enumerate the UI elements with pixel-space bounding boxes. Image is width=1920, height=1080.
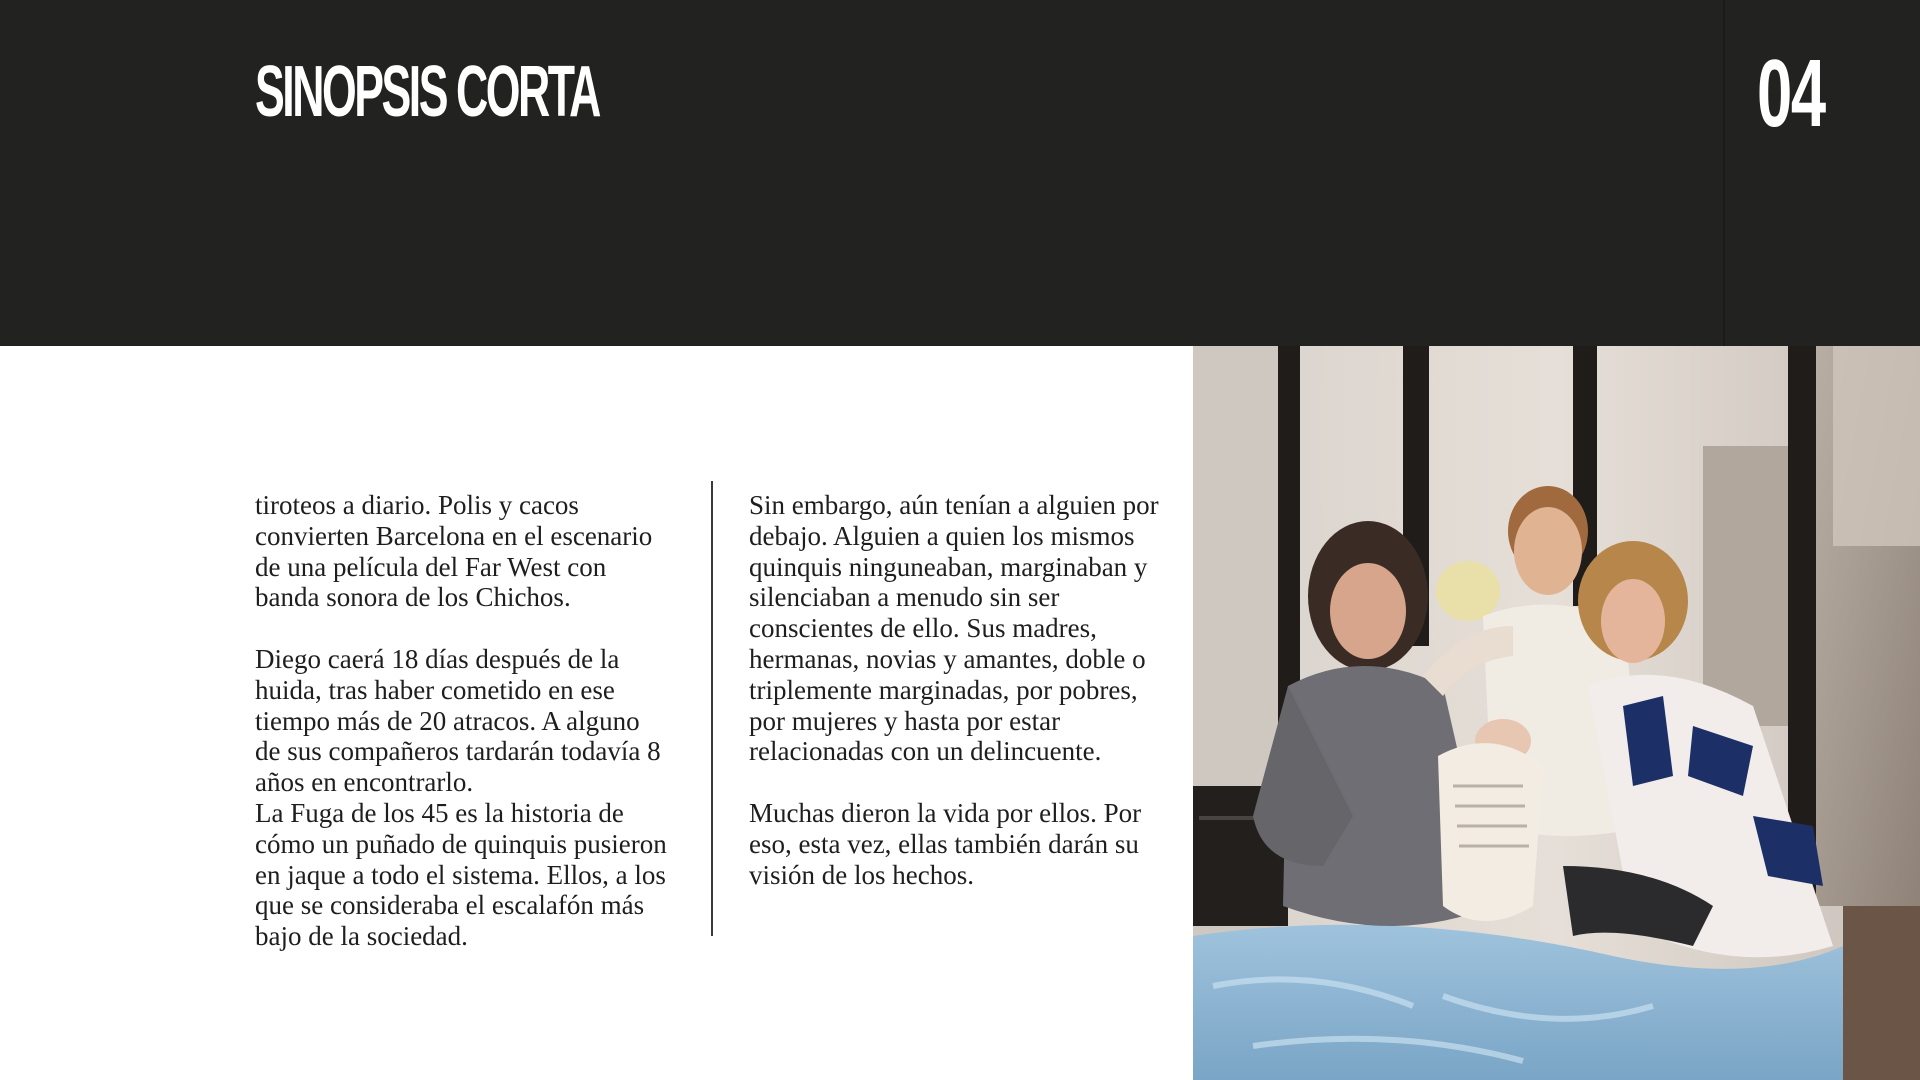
header-divider [1723, 0, 1725, 346]
column-divider [711, 481, 713, 936]
section-title: SINOPSIS CORTA [255, 52, 599, 132]
page-number: 04 [1757, 40, 1825, 147]
right-text-column [749, 490, 1189, 890]
left-paragraph-2: Diego caerá 18 días después de la huida, tras haber cometido en ese tiempo más de 20 atracos. A alguno de sus compañeros tardarán todavía 8 años en encontrarlo. [255, 643, 661, 798]
left-paragraph-3: La Fuga de los 45 es la historia de cómo un puñado de quinquis pusieron en jaque a todo el sistema. Ellos, a los que se consideraba el escalafón más bajo de la sociedad. [255, 797, 667, 952]
left-paragraph-1: tiroteos a diario. Polis y cacos convierten Barcelona en el escenario de una película del Far West con banda sonora de los Chichos. [255, 490, 653, 613]
right-paragraph-1: Sin embargo, aún tenían a alguien por debajo. Alguien a quien los mismos quinquis ninguneaban, marginaban y silenciaban a menudo sin ser conscientes de ello. Sus madres, hermanas, novias y amantes, doble o triplemente marginadas, por pobres, por mujeres y hasta por estar relacionadas con un delincuente. [749, 490, 1159, 767]
family-photo [1193, 346, 1920, 1080]
left-text-column [255, 490, 695, 952]
right-paragraph-2: Muchas dieron la vida por ellos. Por eso, esta vez, ellas también darán su visión de los hechos. [749, 797, 1142, 890]
